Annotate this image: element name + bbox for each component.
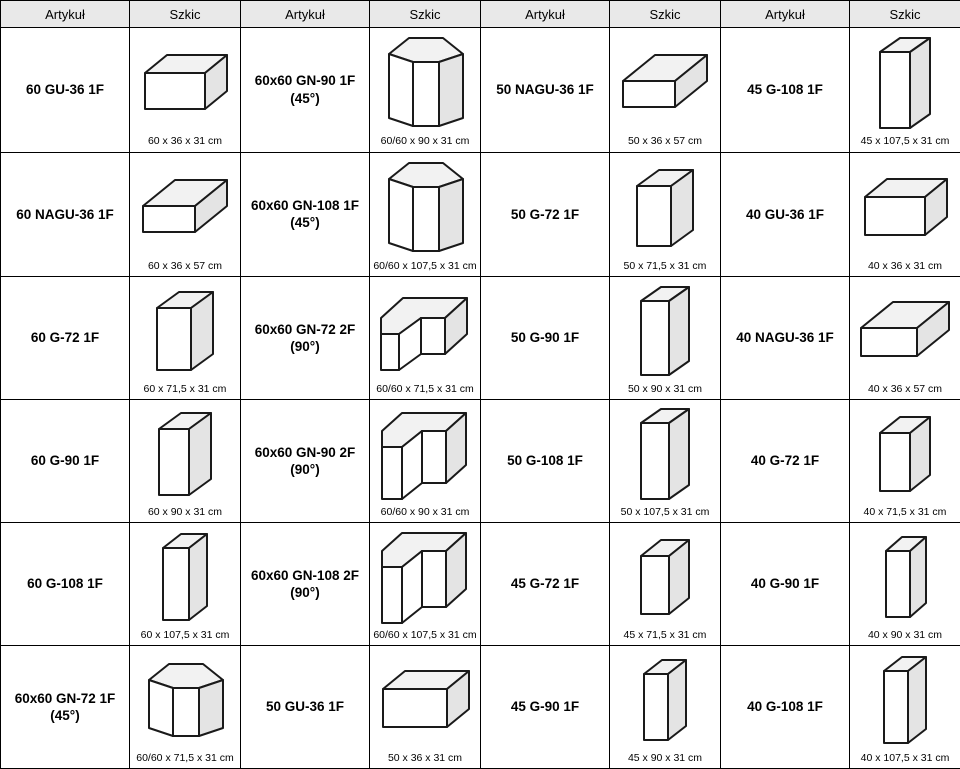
article-name: 40 G-90 1F	[721, 523, 850, 646]
dimensions-label: 60 x 36 x 57 cm	[148, 261, 222, 277]
sketch-cell	[130, 152, 241, 277]
dimensions-label: 50 x 36 x 57 cm	[628, 136, 702, 152]
dimensions-label: 60/60 x 71,5 x 31 cm	[136, 753, 233, 769]
cabinet-tall-box-icon	[130, 523, 240, 629]
article-name: 60x60 GN-72 1F (45°)	[1, 646, 130, 769]
dimensions-label: 50 x 36 x 31 cm	[388, 753, 462, 769]
dimensions-label: 40 x 90 x 31 cm	[868, 630, 942, 646]
table-row	[1, 646, 960, 769]
article-name: 60 G-90 1F	[1, 400, 130, 523]
cabinet-deep-box-icon	[130, 153, 240, 261]
sketch-cell	[370, 28, 481, 153]
sketch-cell	[610, 400, 721, 523]
article-name: 60x60 GN-90 2F (90°)	[241, 400, 370, 523]
article-name: 60x60 GN-90 1F (45°)	[241, 28, 370, 153]
sketch-cell	[370, 277, 481, 400]
cabinet-corner90-tall-icon	[370, 523, 480, 629]
cabinet-corner45-tall-icon	[370, 28, 480, 136]
article-name: 60x60 GN-108 1F (45°)	[241, 152, 370, 277]
dimensions-label: 45 x 107,5 x 31 cm	[861, 136, 950, 152]
cabinet-tall-box-icon	[610, 646, 720, 752]
article-name: 60 GU-36 1F	[1, 28, 130, 153]
sketch-cell	[610, 28, 721, 153]
cabinet-tall-box-icon	[130, 400, 240, 506]
column-header-article-3: Artykuł	[481, 1, 610, 28]
column-header-sketch-3: Szkic	[610, 1, 721, 28]
table-row	[1, 523, 960, 646]
cabinet-wide-box-icon	[130, 28, 240, 136]
sketch-cell	[130, 28, 241, 153]
cabinet-tall-box-icon	[610, 400, 720, 506]
sketch-cell	[130, 646, 241, 769]
dimensions-label: 40 x 107,5 x 31 cm	[861, 753, 950, 769]
header-row	[1, 1, 960, 28]
column-header-sketch-2: Szkic	[370, 1, 481, 28]
sketch-cell	[370, 523, 481, 646]
sketch-cell	[850, 400, 960, 523]
table-row	[1, 152, 960, 277]
dimensions-label: 60 x 71,5 x 31 cm	[144, 384, 227, 400]
cabinet-tall-box-icon	[850, 646, 960, 752]
dimensions-label: 45 x 90 x 31 cm	[628, 753, 702, 769]
dimensions-label: 50 x 90 x 31 cm	[628, 384, 702, 400]
article-name: 50 NAGU-36 1F	[481, 28, 610, 153]
article-name: 45 G-72 1F	[481, 523, 610, 646]
article-name: 50 G-90 1F	[481, 277, 610, 400]
cabinet-mid-box-icon	[130, 277, 240, 383]
sketch-cell	[610, 523, 721, 646]
dimensions-label: 40 x 36 x 57 cm	[868, 384, 942, 400]
sketch-cell	[130, 277, 241, 400]
article-name: 45 G-90 1F	[481, 646, 610, 769]
cabinet-mid-box-icon	[850, 400, 960, 506]
table-row	[1, 400, 960, 523]
column-header-article-1: Artykuł	[1, 1, 130, 28]
sketch-cell	[850, 277, 960, 400]
table-head	[1, 1, 960, 28]
cabinet-mid-box-icon	[610, 153, 720, 261]
cabinet-mid-box-icon	[610, 523, 720, 629]
dimensions-label: 50 x 71,5 x 31 cm	[624, 261, 707, 277]
article-name: 60 G-72 1F	[1, 277, 130, 400]
article-name: 50 GU-36 1F	[241, 646, 370, 769]
sketch-cell	[850, 646, 960, 769]
dimensions-label: 60 x 107,5 x 31 cm	[141, 630, 230, 646]
column-header-article-4: Artykuł	[721, 1, 850, 28]
article-name: 50 G-108 1F	[481, 400, 610, 523]
table-row	[1, 277, 960, 400]
sketch-cell	[610, 277, 721, 400]
cabinet-corner45-mid-icon	[130, 646, 240, 752]
sketch-cell	[130, 523, 241, 646]
cabinet-tall-box-icon	[850, 28, 960, 136]
cabinet-deep-box-icon	[610, 28, 720, 136]
cabinet-corner45-tall-icon	[370, 153, 480, 261]
article-name: 40 NAGU-36 1F	[721, 277, 850, 400]
table-row	[1, 28, 960, 153]
dimensions-label: 60/60 x 90 x 31 cm	[381, 507, 470, 523]
sketch-cell	[850, 523, 960, 646]
article-name: 60 NAGU-36 1F	[1, 152, 130, 277]
table-body	[1, 28, 960, 769]
dimensions-label: 60/60 x 107,5 x 31 cm	[373, 261, 476, 277]
column-header-article-2: Artykuł	[241, 1, 370, 28]
cabinet-deep-box-icon	[850, 277, 960, 383]
cabinet-corner90-mid-icon	[370, 277, 480, 383]
sketch-cell	[370, 400, 481, 523]
column-header-sketch-1: Szkic	[130, 1, 241, 28]
dimensions-label: 40 x 71,5 x 31 cm	[864, 507, 947, 523]
dimensions-label: 60/60 x 90 x 31 cm	[381, 136, 470, 152]
dimensions-label: 50 x 107,5 x 31 cm	[621, 507, 710, 523]
cabinet-tall-box-icon	[850, 523, 960, 629]
cabinet-corner90-tall-icon	[370, 400, 480, 506]
article-name: 40 GU-36 1F	[721, 152, 850, 277]
article-name: 40 G-108 1F	[721, 646, 850, 769]
sketch-cell	[850, 28, 960, 153]
sketch-cell	[370, 152, 481, 277]
sketch-cell	[370, 646, 481, 769]
dimensions-label: 60 x 90 x 31 cm	[148, 507, 222, 523]
cabinet-wide-box-icon	[370, 646, 480, 752]
sketch-cell	[850, 152, 960, 277]
cabinet-wide-box-icon	[850, 153, 960, 261]
cabinet-tall-box-icon	[610, 277, 720, 383]
sketch-cell	[130, 400, 241, 523]
dimensions-label: 60/60 x 71,5 x 31 cm	[376, 384, 473, 400]
dimensions-label: 40 x 36 x 31 cm	[868, 261, 942, 277]
article-name: 60x60 GN-72 2F (90°)	[241, 277, 370, 400]
dimensions-label: 60 x 36 x 31 cm	[148, 136, 222, 152]
article-name: 45 G-108 1F	[721, 28, 850, 153]
article-name: 60x60 GN-108 2F (90°)	[241, 523, 370, 646]
sketch-cell	[610, 152, 721, 277]
dimensions-label: 60/60 x 107,5 x 31 cm	[373, 630, 476, 646]
article-name: 60 G-108 1F	[1, 523, 130, 646]
dimensions-label: 45 x 71,5 x 31 cm	[624, 630, 707, 646]
sketch-cell	[610, 646, 721, 769]
article-name: 50 G-72 1F	[481, 152, 610, 277]
column-header-sketch-4: Szkic	[850, 1, 960, 28]
article-name: 40 G-72 1F	[721, 400, 850, 523]
